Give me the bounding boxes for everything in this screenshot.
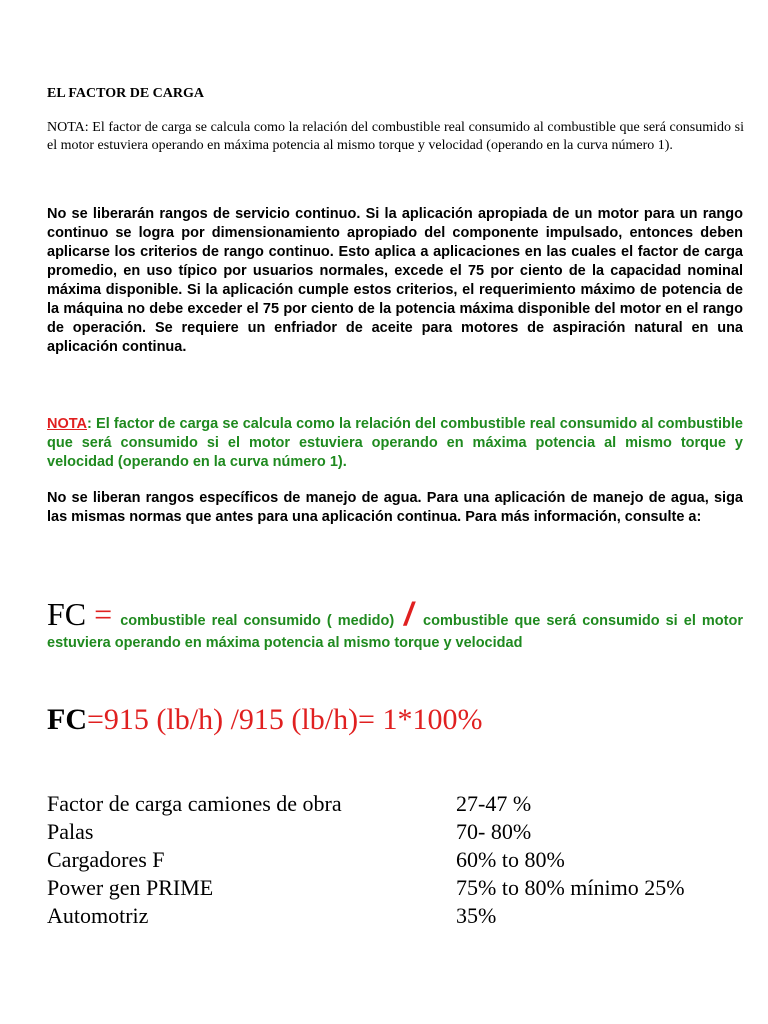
intro-note: NOTA: El factor de carga se calcula como la relación del combustible real consumido al combustible que será consumido si el motor estuviera operando en máxima potencia al mismo torque y velocidad (operando en la curva número 1). — [47, 120, 744, 153]
note-text: : El factor de carga se calcula como la relación del combustible real consumido al combustible que será consumido si el motor estuviera operando en máxima potencia al mismo torque y velocidad (operando en la curva número 1). — [47, 416, 743, 470]
example-value: =915 (lb/h) /915 (lb/h)= 1*100% — [87, 703, 483, 736]
factor-name: Palas — [47, 819, 94, 844]
factor-name: Power gen PRIME — [47, 875, 214, 900]
factor-row — [47, 874, 747, 902]
load-factor-table — [47, 790, 747, 930]
note-lead: NOTA — [47, 416, 88, 432]
factor-value: 27-47 % — [456, 791, 532, 816]
factor-value: 60% to 80% — [456, 847, 565, 872]
factor-value: 35% — [456, 903, 497, 928]
factor-value: 75% to 80% mínimo 25% — [456, 875, 685, 900]
load-factor-formula — [47, 596, 743, 654]
factor-name: Factor de carga camiones de obra — [47, 791, 342, 816]
factor-row — [47, 902, 747, 930]
formula-example — [47, 700, 482, 740]
formula-numerator: combustible real consumido ( medido) — [120, 613, 395, 629]
load-factor-note — [47, 415, 743, 472]
formula-denominator: combustible que será consumido si el motor estuviera operando en máxima potencia al mismo torque y velocidad — [47, 613, 743, 651]
factor-row — [47, 846, 747, 874]
factor-row — [47, 790, 747, 818]
factor-row — [47, 818, 747, 846]
continuous-service-paragraph: No se liberarán rangos de servicio continuo. Si la aplicación apropiada de un motor para un rango continuo se logra por dimensionamiento apropiado del componente impulsado, entonces deben aplicarse los criterios de rango continuo. Esto aplica a aplicaciones en las cuales el factor de carga promedio, en uso típico por usuarios normales, excede el 75 por ciento de la capacidad nominal máxima disponible. Si la aplicación cumple estos criterios, el requerimiento máximo de potencia de la máquina no debe exceder el 75 por ciento de la potencia máxima disponible del motor en el rango de operación. Se requiere un enfriador de aceite para motores de aspiración natural en una aplicación continua. — [47, 206, 743, 355]
formula-equals: = — [94, 596, 113, 632]
document-title: EL FACTOR DE CARGA — [47, 86, 205, 101]
formula-slash: / — [404, 596, 414, 632]
formula-label: FC — [47, 596, 87, 632]
example-label: FC — [47, 703, 87, 736]
factor-name: Cargadores F — [47, 847, 165, 872]
water-handling-paragraph: No se liberan rangos específicos de manejo de agua. Para una aplicación de manejo de agua, siga las mismas normas que antes para una aplicación continua. Para más información, consulte a: — [47, 490, 743, 525]
factor-value: 70- 80% — [456, 819, 532, 844]
factor-name: Automotriz — [47, 903, 149, 928]
